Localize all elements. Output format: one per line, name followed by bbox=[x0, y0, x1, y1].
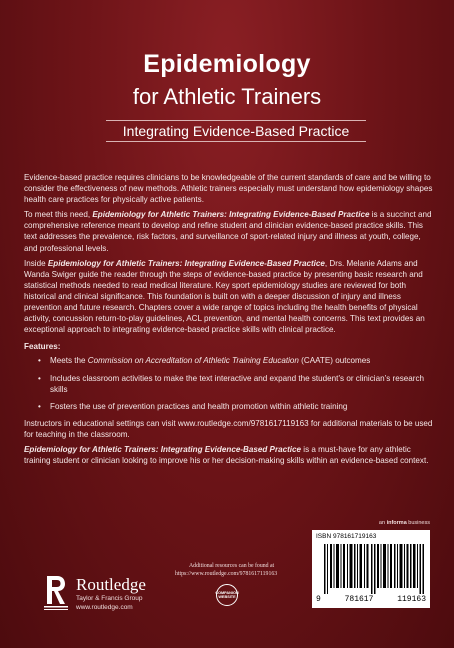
publisher-block bbox=[76, 576, 146, 612]
back-cover-text bbox=[24, 172, 434, 470]
barcode-digits: 9 781617 119163 bbox=[316, 595, 426, 604]
paragraph-4: Instructors in educational settings can visit www.routledge.com/9781617119163 for additional materials to be used for teaching in the classroom. bbox=[24, 418, 433, 439]
informa-business-tag: an informa business bbox=[378, 520, 430, 526]
resources-url[interactable]: https://www.routledge.com/9781617119163 bbox=[175, 571, 278, 577]
publisher-name: Routledge bbox=[76, 575, 146, 594]
isbn-barcode bbox=[312, 530, 430, 608]
features-list bbox=[38, 355, 434, 411]
companion-website-badge-icon: COMPANION WEBSITE bbox=[216, 584, 238, 606]
publisher-url[interactable]: www.routledge.com bbox=[76, 604, 133, 611]
features-heading: Features: bbox=[24, 342, 61, 352]
additional-resources: Additional resources can be found at https://www.routledge.com/9781617119163 bbox=[175, 563, 278, 577]
title-line-1: Epidemiology bbox=[143, 50, 311, 78]
isbn-label: ISBN 978161719163 bbox=[316, 533, 377, 540]
feature-item: • Meets the Commission on Accreditation of Athletic Training Education (CAATE) outcomes bbox=[38, 355, 434, 366]
barcode-icon bbox=[324, 544, 424, 594]
paragraph-5: Epidemiology for Athletic Trainers: Integrating Evidence-Based Practice is a must-have for any athletic training student or clinician looking to improve his or her decision-making skills within an evidence-based context. bbox=[24, 444, 429, 466]
publisher-group: Taylor & Francis Group bbox=[76, 595, 143, 602]
feature-item: • Includes classroom activities to make the text interactive and expand the student’s or clinician’s research skills bbox=[38, 373, 434, 395]
paragraph-1: Evidence-based practice requires clinicians to be knowledgeable of the current standards of care and be willing to consider the effectiveness of new methods. Athletic trainers especially must understand how epidemiology shapes health care practices for physically active patients. bbox=[24, 173, 433, 205]
paragraph-2: To meet this need, Epidemiology for Athletic Trainers: Integrating Evidence-Based Practice is a succinct and comprehensive reference meant to develop and refine student and clinician evidence-based practice skills. This text addresses the prevalence, risk factors, and surveillance of sport-related injury and illness at youth, college, and professional levels. bbox=[24, 210, 432, 253]
routledge-logo-icon bbox=[44, 574, 68, 612]
book-subtitle: Integrating Evidence-Based Practice bbox=[106, 120, 366, 142]
feature-item: • Fosters the use of prevention practices and health promotion within athletic training bbox=[38, 401, 434, 412]
paragraph-3: Inside Epidemiology for Athletic Trainers: Integrating Evidence-Based Practice, Drs. Melanie Adams and Wanda Swiger guide the reader through the steps of evidence-based practice by presenting basic research and statistical methods needed to read medical literature. Key sport epidemiology studies are reviewed for both historical and clinical significance. This foundation is built on with a deeper discussion of injury and illness prevention and future research. Chapters cover a wide range of topics including the health benefits of physical activity, concussion return-to-play guidelines, ACL prevention, and mental health concerns. This text provides an exceptional approach to integrating evidence-based practice skills with clinical practice. bbox=[24, 258, 425, 335]
title-line-2: for Athletic Trainers bbox=[132, 84, 322, 109]
